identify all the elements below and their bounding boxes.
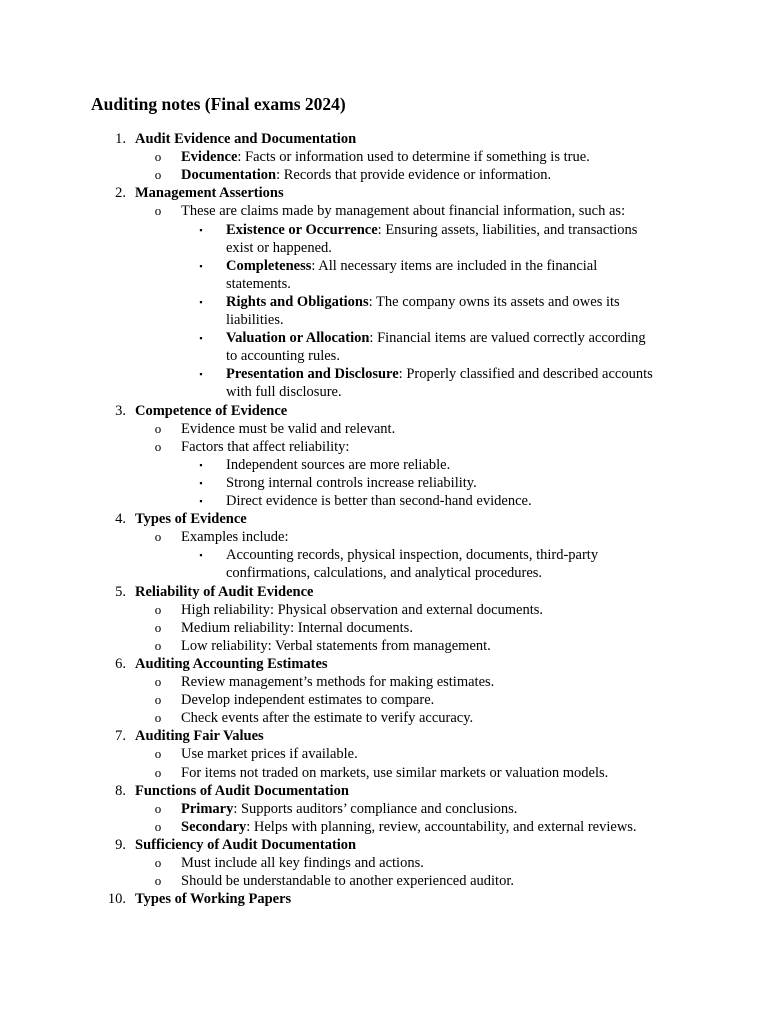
sub-list-item xyxy=(0,329,768,347)
circle-bullet-icon: o xyxy=(154,692,162,708)
section-number: 10. xyxy=(107,891,126,908)
term: Valuation or Allocation xyxy=(226,330,370,347)
sub-list-item xyxy=(0,311,768,329)
list-item-text: These are claims made by management about financial information, such as: xyxy=(181,203,626,220)
section-heading-row xyxy=(0,130,768,148)
section-heading-row xyxy=(0,727,768,745)
sub-list-item xyxy=(0,275,768,293)
section-heading xyxy=(135,583,313,601)
list-item-text: Evidence: Facts or information used to determine if something is true. xyxy=(181,149,590,166)
sub-list-item xyxy=(0,239,768,257)
sub-list-item xyxy=(0,456,768,474)
sub-list-item xyxy=(0,546,768,564)
circle-bullet-icon: o xyxy=(154,710,162,726)
section-heading xyxy=(135,510,247,528)
list-item-text: Primary: Supports auditors’ compliance and conclusions. xyxy=(181,800,518,817)
square-bullet-icon: ▪ xyxy=(199,260,203,271)
section-number: 3. xyxy=(115,402,126,419)
list-item-text: Use market prices if available. xyxy=(181,746,358,763)
sub-list-item-text: Valuation or Allocation: Financial items are valued correctly according xyxy=(226,330,646,347)
list-item xyxy=(0,601,768,619)
document-title: Auditing notes (Final exams 2024) xyxy=(91,94,346,114)
list-item xyxy=(0,420,768,438)
circle-bullet-icon: o xyxy=(154,800,162,816)
section-heading xyxy=(135,727,264,745)
sub-list-item-text: Presentation and Disclosure: Properly classified and described accounts xyxy=(226,366,653,383)
circle-bullet-icon: o xyxy=(154,764,162,780)
list-item xyxy=(0,438,768,456)
section-number: 6. xyxy=(115,655,126,672)
circle-bullet-icon: o xyxy=(154,746,162,762)
list-item xyxy=(0,691,768,709)
square-bullet-icon: ▪ xyxy=(199,477,203,488)
sub-list-item-text: Completeness: All necessary items are included in the financial xyxy=(226,257,598,274)
sub-list-item-text: Rights and Obligations: The company owns its assets and owes its xyxy=(226,293,620,310)
circle-bullet-icon: o xyxy=(154,420,162,436)
sub-list-item-text: Independent sources are more reliable. xyxy=(226,456,451,473)
section-heading-row xyxy=(0,836,768,854)
list-item-text: Must include all key findings and actions. xyxy=(181,855,424,871)
circle-bullet-icon: o xyxy=(154,637,162,653)
section-heading-text: Sufficiency of Audit Documentation xyxy=(135,836,357,853)
circle-bullet-icon: o xyxy=(154,601,162,617)
sub-list-item xyxy=(0,221,768,239)
term: Documentation xyxy=(181,167,277,184)
list-item-text: Evidence must be valid and relevant. xyxy=(181,420,396,437)
sub-list-item xyxy=(0,365,768,383)
list-item xyxy=(0,872,768,890)
list-item xyxy=(0,818,768,836)
list-item xyxy=(0,800,768,818)
sub-list-item-text: Accounting records, physical inspection, documents, third-party xyxy=(226,547,599,564)
section-heading xyxy=(135,890,291,908)
list-item-text: Develop independent estimates to compare. xyxy=(181,692,435,709)
list-item xyxy=(0,202,768,220)
section-heading-text: Audit Evidence and Documentation xyxy=(135,131,357,147)
section-heading xyxy=(135,402,287,420)
section-heading-row xyxy=(0,890,768,908)
sub-list-item-text: Direct evidence is better than second-hand evidence. xyxy=(226,493,532,509)
term: Rights and Obligations xyxy=(226,293,369,310)
square-bullet-icon: ▪ xyxy=(199,224,203,235)
sub-list-item xyxy=(0,383,768,401)
list-item-text: Review management’s methods for making estimates. xyxy=(181,674,495,690)
circle-bullet-icon: o xyxy=(154,529,162,545)
square-bullet-icon: ▪ xyxy=(199,369,203,380)
sub-list-item xyxy=(0,257,768,275)
section-heading-text: Competence of Evidence xyxy=(135,402,288,419)
sub-list-item-text: with full disclosure. xyxy=(226,384,342,401)
square-bullet-icon: ▪ xyxy=(199,459,203,470)
circle-bullet-icon: o xyxy=(154,438,162,454)
section-heading-row xyxy=(0,402,768,420)
sub-list-item-text: exist or happened. xyxy=(226,239,332,256)
list-item xyxy=(0,764,768,782)
sub-list-item-text: Existence or Occurrence: Ensuring assets, liabilities, and transactions xyxy=(226,221,638,238)
list-item-text: For items not traded on markets, use similar markets or valuation models. xyxy=(181,764,609,781)
section-heading-text: Management Assertions xyxy=(135,185,284,202)
list-item xyxy=(0,148,768,166)
section-heading-row xyxy=(0,583,768,601)
section-number: 4. xyxy=(115,511,126,528)
section-heading-text: Functions of Audit Documentation xyxy=(135,782,349,799)
list-item-text: Should be understandable to another experienced auditor. xyxy=(181,873,514,890)
section-number: 5. xyxy=(115,583,126,600)
sub-list-item xyxy=(0,474,768,492)
list-item xyxy=(0,745,768,763)
section-heading-text: Auditing Accounting Estimates xyxy=(135,655,328,672)
square-bullet-icon: ▪ xyxy=(199,550,203,561)
list-item-text: Low reliability: Verbal statements from management. xyxy=(181,637,491,654)
sub-list-item-text: statements. xyxy=(226,275,291,292)
circle-bullet-icon: o xyxy=(154,674,162,689)
sub-list-item-text: confirmations, calculations, and analytical procedures. xyxy=(226,565,543,582)
list-item-text: Documentation: Records that provide evidence or information. xyxy=(181,167,552,184)
section-heading xyxy=(135,184,284,202)
list-item-text: Examples include: xyxy=(181,529,289,546)
list-item xyxy=(0,854,768,872)
list-item-text: Medium reliability: Internal documents. xyxy=(181,619,413,636)
list-item xyxy=(0,619,768,637)
square-bullet-icon: ▪ xyxy=(199,496,203,506)
sub-list-item-text: to accounting rules. xyxy=(226,348,340,365)
section-heading-text: Types of Evidence xyxy=(135,511,247,528)
term: Completeness xyxy=(226,257,312,274)
section-number: 1. xyxy=(115,131,126,147)
circle-bullet-icon: o xyxy=(154,203,162,219)
circle-bullet-icon: o xyxy=(154,818,162,834)
section-heading-text: Reliability of Audit Evidence xyxy=(135,583,314,600)
section-number: 2. xyxy=(115,185,126,202)
section-heading-row xyxy=(0,184,768,202)
list-item-text: Check events after the estimate to verify accuracy. xyxy=(181,710,474,727)
sub-list-item-text: Strong internal controls increase reliability. xyxy=(226,474,477,491)
sub-list-item xyxy=(0,293,768,311)
list-item xyxy=(0,528,768,546)
term: Evidence xyxy=(181,149,238,166)
section-heading xyxy=(135,130,356,148)
square-bullet-icon: ▪ xyxy=(199,296,203,307)
section-heading xyxy=(135,836,356,854)
sub-list-item-text: liabilities. xyxy=(226,312,284,328)
list-item-text: High reliability: Physical observation and external documents. xyxy=(181,601,544,618)
list-item xyxy=(0,637,768,655)
term: Existence or Occurrence xyxy=(226,221,378,238)
term: Presentation and Disclosure xyxy=(226,366,399,383)
section-number: 9. xyxy=(115,836,126,853)
sub-list-item xyxy=(0,564,768,582)
section-heading-row xyxy=(0,510,768,528)
term: Secondary xyxy=(181,818,247,835)
sub-list-item xyxy=(0,492,768,510)
circle-bullet-icon: o xyxy=(154,149,162,165)
square-bullet-icon: ▪ xyxy=(199,333,203,344)
list-item-text: Factors that affect reliability: xyxy=(181,438,350,455)
circle-bullet-icon: o xyxy=(154,855,162,870)
circle-bullet-icon: o xyxy=(154,619,162,635)
circle-bullet-icon: o xyxy=(154,873,162,889)
list-item xyxy=(0,709,768,727)
section-heading-row xyxy=(0,655,768,673)
term: Primary xyxy=(181,800,234,817)
section-heading-text: Types of Working Papers xyxy=(135,891,292,908)
section-heading xyxy=(135,782,349,800)
section-heading-text: Auditing Fair Values xyxy=(135,728,264,745)
section-number: 7. xyxy=(115,728,126,745)
circle-bullet-icon: o xyxy=(154,167,162,183)
list-item xyxy=(0,166,768,184)
list-item xyxy=(0,673,768,691)
sub-list-item xyxy=(0,347,768,365)
section-heading xyxy=(135,655,328,673)
list-item-text: Secondary: Helps with planning, review, accountability, and external reviews. xyxy=(181,818,637,835)
section-heading-row xyxy=(0,782,768,800)
section-number: 8. xyxy=(115,782,126,799)
